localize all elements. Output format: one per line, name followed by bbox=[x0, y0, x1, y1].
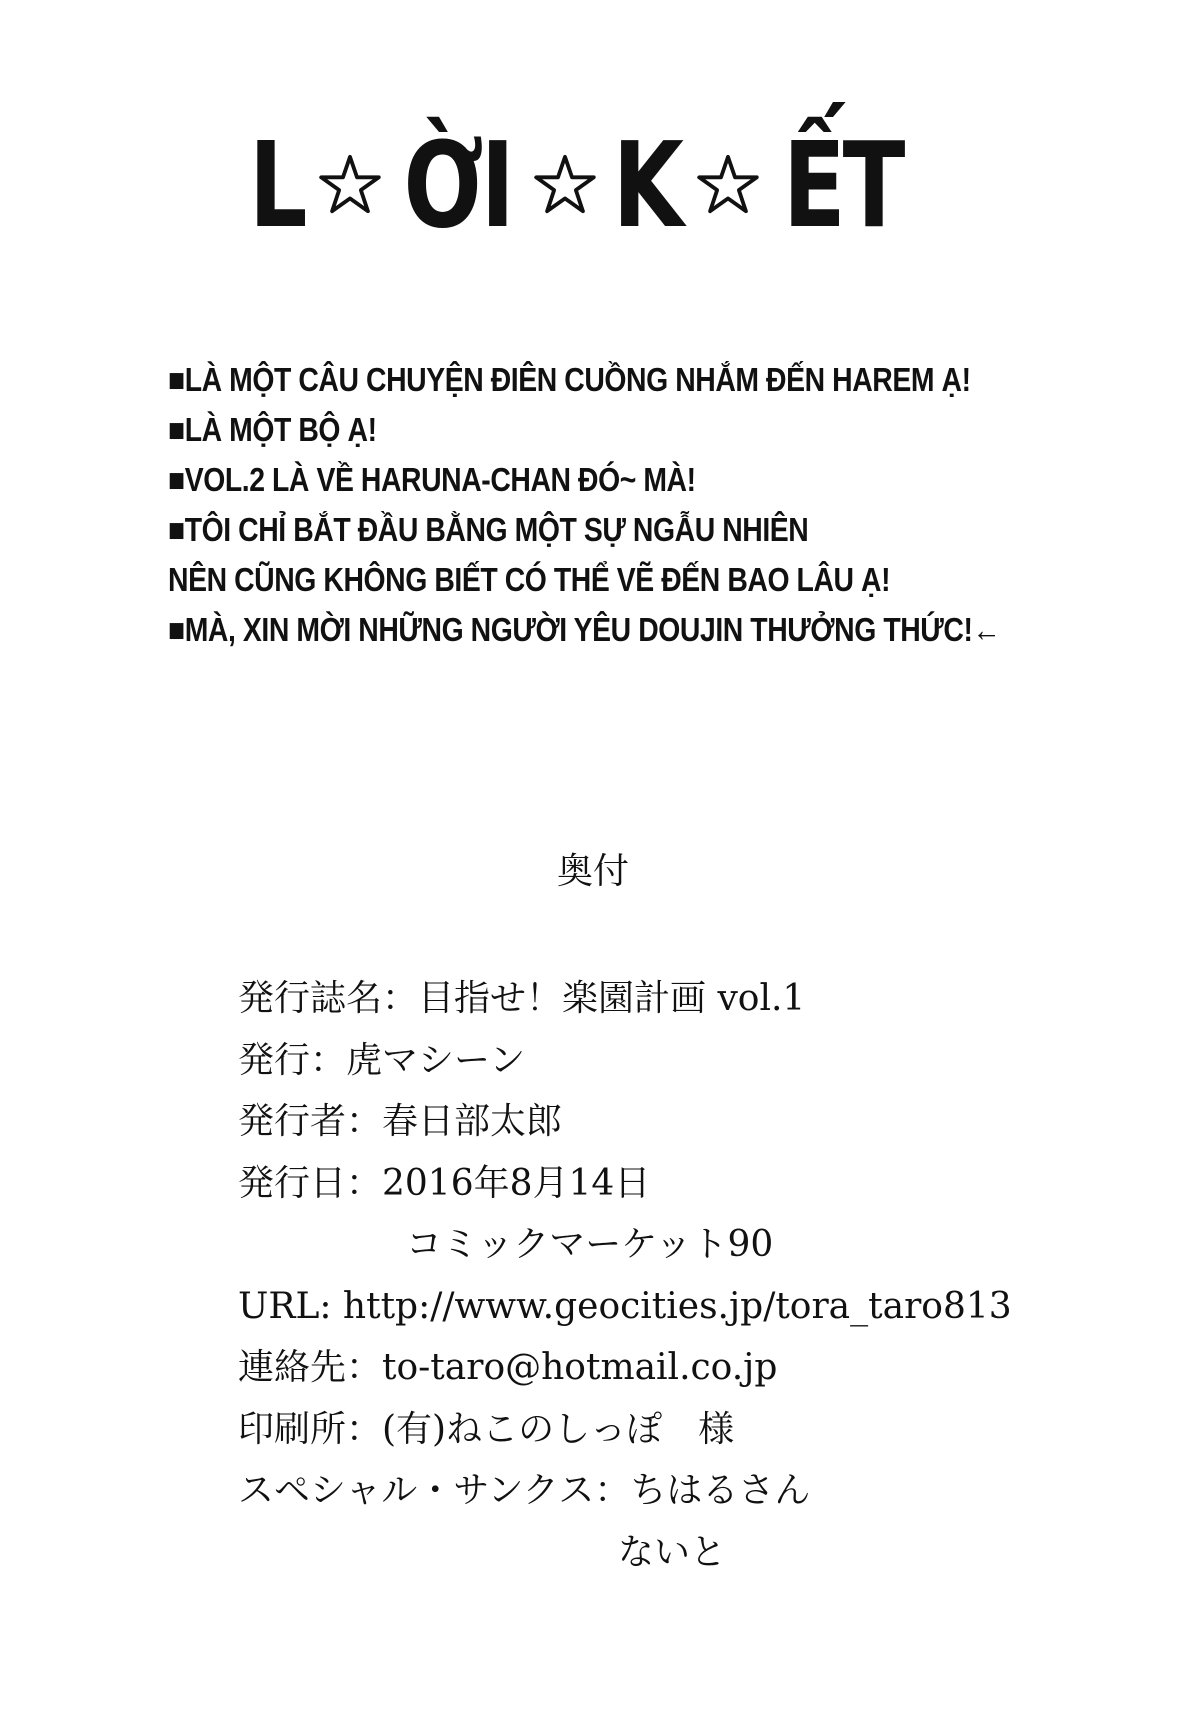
colophon-line-contact: 連絡先：to-taro@hotmail.co.jp bbox=[238, 1347, 778, 1388]
star-icon bbox=[318, 153, 382, 217]
afterword-line: ■LÀ MỘT BỘ Ạ! bbox=[168, 411, 377, 448]
colophon-line-special-thanks: スペシャル・サンクス：ちはるさん bbox=[238, 1470, 811, 1511]
afterword-line: ■TÔI CHỈ BẮT ĐẦU BẰNG MỘT SỰ NGẪU NHIÊN bbox=[168, 511, 809, 548]
colophon-list bbox=[238, 968, 1138, 1583]
title-char: L bbox=[248, 116, 304, 254]
title-char: K bbox=[612, 116, 681, 254]
title-char: ẾT bbox=[783, 116, 903, 254]
colophon-line-url: URL: http://www.geocities.jp/tora_taro813 bbox=[238, 1285, 1012, 1327]
afterword-line: NÊN CŨNG KHÔNG BIẾT CÓ THỂ VẼ ĐẾN BAO LÂU Ạ! bbox=[168, 561, 891, 598]
colophon-line-date: 発行日：2016年8月14日 bbox=[238, 1162, 651, 1204]
star-icon bbox=[533, 153, 597, 217]
colophon-heading: 奥付 bbox=[556, 851, 629, 892]
page-title bbox=[0, 116, 1200, 254]
afterword-line: ■VOL.2 LÀ VỀ HARUNA-CHAN ĐÓ~ MÀ! bbox=[168, 461, 696, 498]
colophon-line-circle: 発行：虎マシーン bbox=[238, 1039, 526, 1081]
title-lettering bbox=[241, 116, 920, 254]
colophon-line-event: コミックマーケット90 bbox=[406, 1224, 774, 1265]
colophon-line-publication-title: 発行誌名：目指せ！楽園計画 vol.1 bbox=[238, 978, 806, 1019]
colophon-line-special-thanks-2: ないと bbox=[618, 1531, 727, 1573]
afterword-line: ■LÀ MỘT CÂU CHUYỆN ĐIÊN CUỒNG NHẮM ĐẾN HAREM Ạ! bbox=[168, 361, 971, 398]
star-icon bbox=[696, 153, 760, 217]
afterword-line: ■MÀ, XIN MỜI NHỮNG NGƯỜI YÊU DOUJIN THƯỞNG THỨC!← bbox=[168, 611, 1001, 648]
colophon-line-publisher: 発行者：春日部太郎 bbox=[238, 1101, 563, 1142]
afterword-text bbox=[168, 355, 1068, 655]
title-char: ỜI bbox=[403, 116, 512, 254]
colophon-line-printer: 印刷所：(有)ねこのしっぽ 様 bbox=[238, 1408, 735, 1450]
